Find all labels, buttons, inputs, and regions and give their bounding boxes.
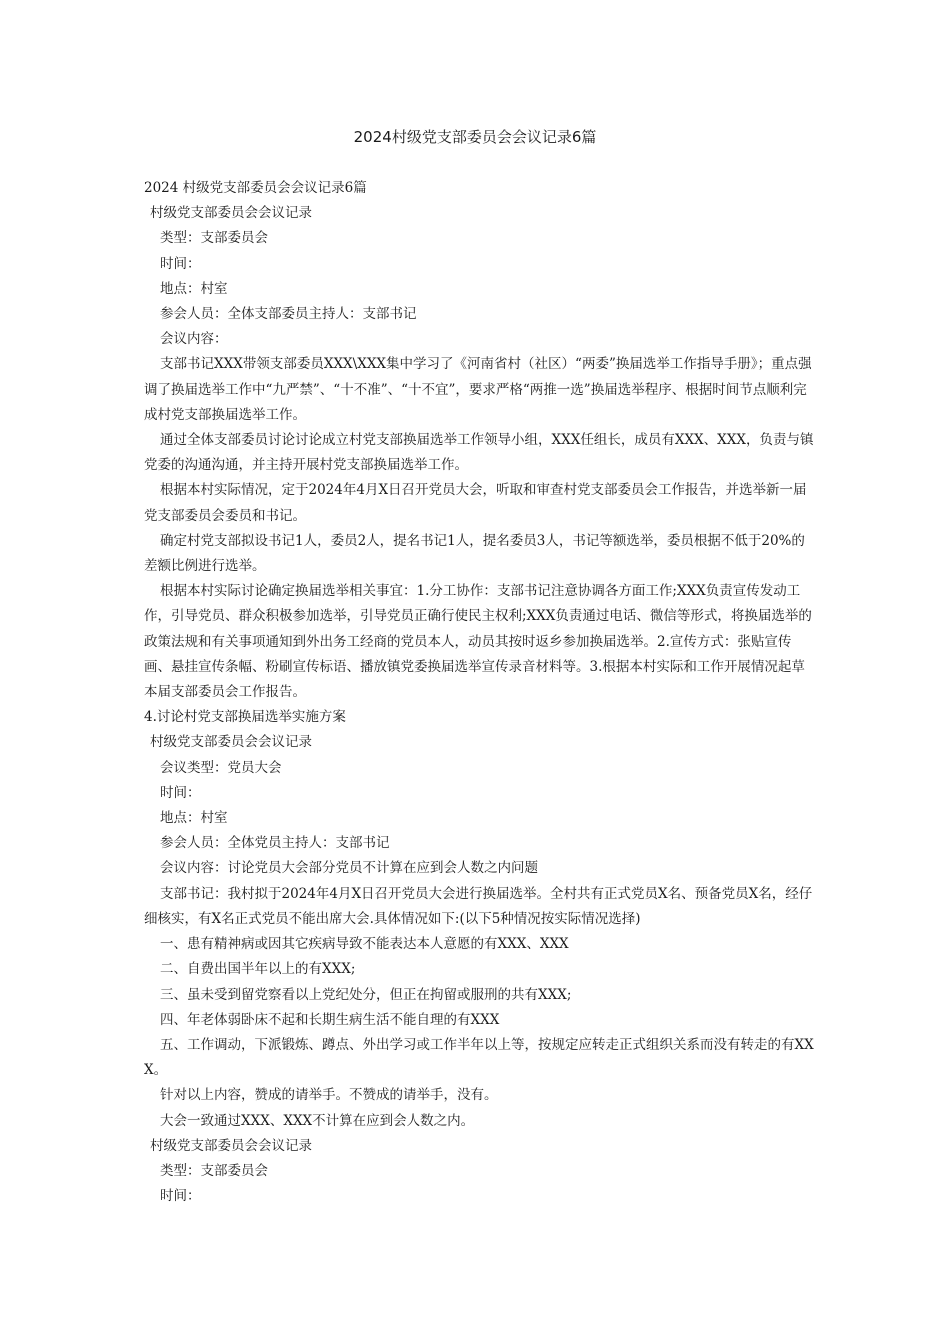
document-line: 会议类型：党员大会 (160, 759, 282, 776)
document-line: 时间： (160, 784, 201, 801)
document-line: 时间： (160, 1188, 201, 1205)
document-line: 参会人员：全体支部委员主持人：支部书记 (160, 306, 417, 323)
document-line: 4.讨论村党支部换届选举实施方案 (144, 709, 346, 726)
document-line: 会议内容： (160, 331, 228, 348)
document-line: 确定村党支部拟设书记1人，委员2人，提名书记1人，提名委员3人，书记等额选举，委员根据不低于20%的差额比例进行选举。 (144, 532, 805, 575)
document-line: 2024 村级党支部委员会会议记录6篇 (144, 180, 367, 196)
document-line: 三、虽未受到留党察看以上党纪处分，但正在拘留或服刑的共有XXX; (160, 986, 572, 1003)
document-line: 二、自费出国半年以上的有XXX; (160, 961, 356, 978)
document-line: 村级党支部委员会会议记录 (150, 734, 312, 751)
document-line: 四、年老体弱卧床不起和长期生病生活不能自理的有XXX (160, 1011, 500, 1028)
document-line: 地点：村室 (160, 810, 228, 827)
document-line: 通过全体支部委员讨论讨论成立村党支部换届选举工作领导小组，XXX任组长，成员有XXX、XXX，负责与镇党委的沟通沟通，并主持开展村党支部换届选举工作。 (144, 432, 814, 474)
document-title: 2024村级党支部委员会会议记录6篇 (353, 128, 597, 146)
document-body (144, 176, 816, 1209)
document-line: 村级党支部委员会会议记录 (150, 205, 312, 222)
document-line: 会议内容：讨论党员大会部分党员不计算在应到会人数之内问题 (160, 860, 538, 877)
document-line: 时间： (160, 255, 201, 272)
document-line: 支部书记：我村拟于2024年4月X日召开党员大会进行换届选举。全村共有正式党员X名、预备党员X名，经仔细核实，有X名正式党员不能出席大会.具体情况如下:(以下5种情况按实际情况选择) (144, 885, 813, 927)
document-line: 根据本村实际讨论确定换届选举相关事宜：1.分工协作：支部书记注意协调各方面工作;XXX负责宣传发动工作，引导党员、群众积极参加选举，引导党员正确行使民主权利;XXX负责通过电话、微信等形式，将换届选举的政策法规和有关事项通知到外出务工经商的党员本人，动员其按时返乡参加换届选举。2.宣传方式：张贴宣传画、悬挂宣传条幅、粉刷宣传标语、播放镇党委换届选举宣传录音材料等。3.根据本村实际和工作开展情况起草本届支部委员会工作报告。 (144, 583, 812, 701)
document-line: 村级党支部委员会会议记录 (150, 1137, 312, 1154)
document-line: 地点：村室 (160, 280, 228, 297)
document-line: 根据本村实际情况，定于2024年4月X日召开党员大会，听取和审查村党支部委员会工作报告，并选举新一届党支部委员会委员和书记。 (144, 482, 807, 524)
document-line: 大会一致通过XXX、XXX不计算在应到会人数之内。 (160, 1112, 475, 1129)
document-line: 五、工作调动，下派锻炼、蹲点、外出学习或工作半年以上等，按规定应转走正式组织关系而没有转走的有XXX。 (144, 1036, 814, 1079)
document-line: 类型：支部委员会 (160, 1162, 268, 1179)
document-line: 参会人员：全体党员主持人：支部书记 (160, 835, 390, 852)
document-line: 一、患有精神病或因其它疾病导致不能表达本人意愿的有XXX、XXX (160, 936, 569, 953)
document-line: 支部书记XXX带领支部委员XXX\XXX集中学习了《河南省村（社区）“两委”换届选举工作指导手册》；重点强调了换届选举工作中“九严禁”、“十不准”、“十不宜”，要求严格“两推一选”换届选举程序、根据时间节点顺利完成村党支部换届选举工作。 (144, 356, 812, 423)
document-line: 针对以上内容，赞成的请举手。不赞成的请举手，没有。 (160, 1087, 498, 1104)
document-line: 类型：支部委员会 (160, 230, 268, 247)
